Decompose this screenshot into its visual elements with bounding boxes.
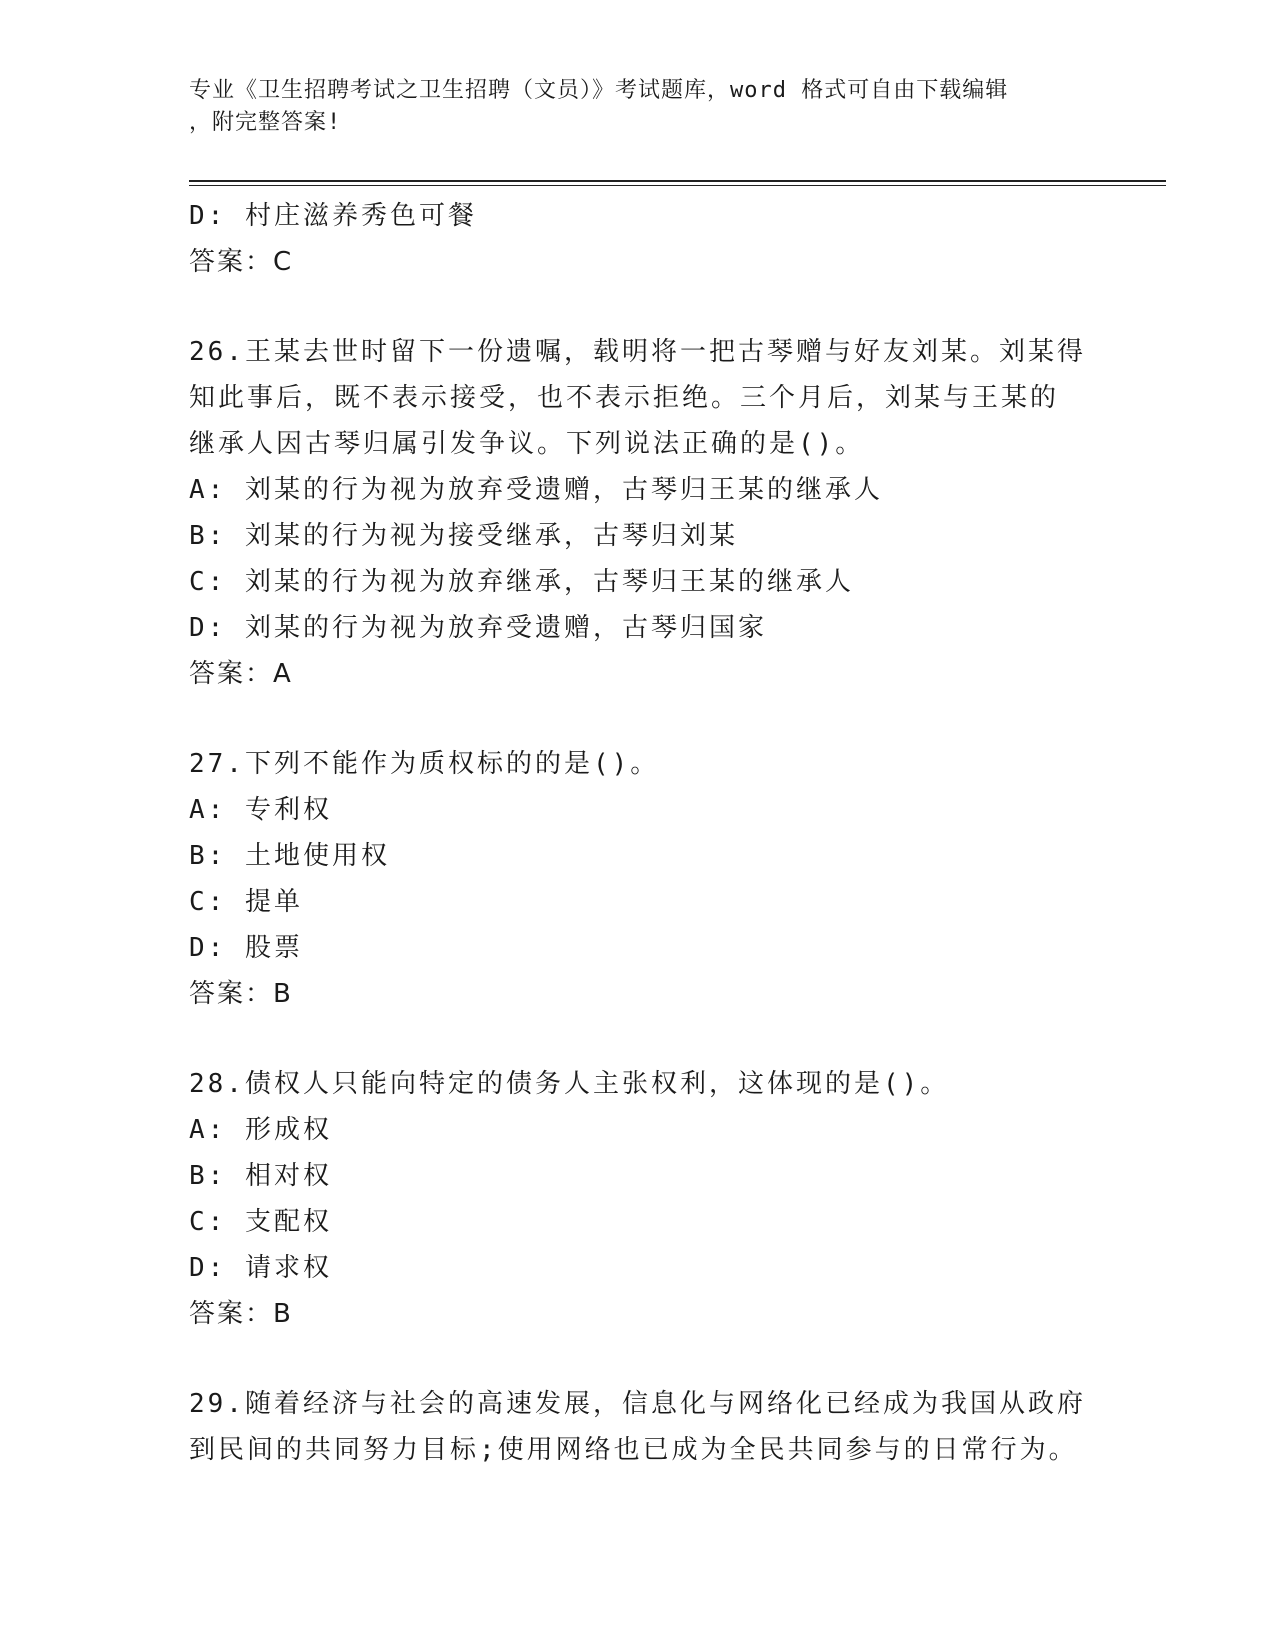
- question-27: [189, 741, 1089, 1017]
- option-c: C: 刘某的行为视为放弃继承，古琴归王某的继承人: [189, 567, 854, 597]
- option-c: C: 提单: [189, 887, 303, 917]
- previous-question-tail: [189, 193, 1089, 285]
- question-stem-line: 27.下列不能作为质权标的的是()。: [189, 749, 660, 779]
- option-b: B: 土地使用权: [189, 841, 390, 871]
- header-line-1: 专业《卫生招聘考试之卫生招聘（文员）》考试题库，word 格式可自由下载编辑: [189, 78, 1009, 103]
- question-list: [189, 193, 1089, 1473]
- option-a: A: 专利权: [189, 795, 332, 825]
- option-d: D: 请求权: [189, 1253, 332, 1283]
- question-stem-line: 28.债权人只能向特定的债务人主张权利，这体现的是()。: [189, 1069, 950, 1099]
- question-stem-line: 知此事后，既不表示接受，也不表示拒绝。三个月后，刘某与王某的: [189, 383, 1060, 413]
- question-stem-line: 继承人因古琴归属引发争议。下列说法正确的是()。: [189, 429, 865, 459]
- answer-line: 答案：A: [189, 659, 293, 689]
- question-28: [189, 1061, 1089, 1337]
- option-d: D: 股票: [189, 933, 303, 963]
- question-stem-line: 29.随着经济与社会的高速发展，信息化与网络化已经成为我国从政府: [189, 1389, 1086, 1419]
- option-d: D: 刘某的行为视为放弃受遗赠，古琴归国家: [189, 613, 767, 643]
- answer-line: 答案：B: [189, 1299, 293, 1329]
- option-a: A: 形成权: [189, 1115, 332, 1145]
- option-b: B: 刘某的行为视为接受继承，古琴归刘某: [189, 521, 738, 551]
- answer-line: 答案：B: [189, 979, 293, 1009]
- question-stem-line: 到民间的共同努力目标;使用网络也已成为全民共同参与的日常行为。: [189, 1435, 1078, 1465]
- option-b: B: 相对权: [189, 1161, 332, 1191]
- option-a: A: 刘某的行为视为放弃受遗赠，古琴归王某的继承人: [189, 475, 883, 505]
- option-d: D: 村庄滋养秀色可餐: [189, 201, 477, 231]
- question-29: [189, 1381, 1089, 1473]
- page-header: [189, 75, 1069, 139]
- question-stem-line: 26.王某去世时留下一份遗嘱，载明将一把古琴赠与好友刘某。刘某得: [189, 337, 1086, 367]
- header-divider-thick: [189, 180, 1166, 182]
- header-line-2: ，附完整答案!: [189, 110, 342, 135]
- question-26: [189, 329, 1089, 697]
- answer-line: 答案：C: [189, 247, 294, 277]
- option-c: C: 支配权: [189, 1207, 332, 1237]
- header-divider-thin: [189, 185, 1166, 186]
